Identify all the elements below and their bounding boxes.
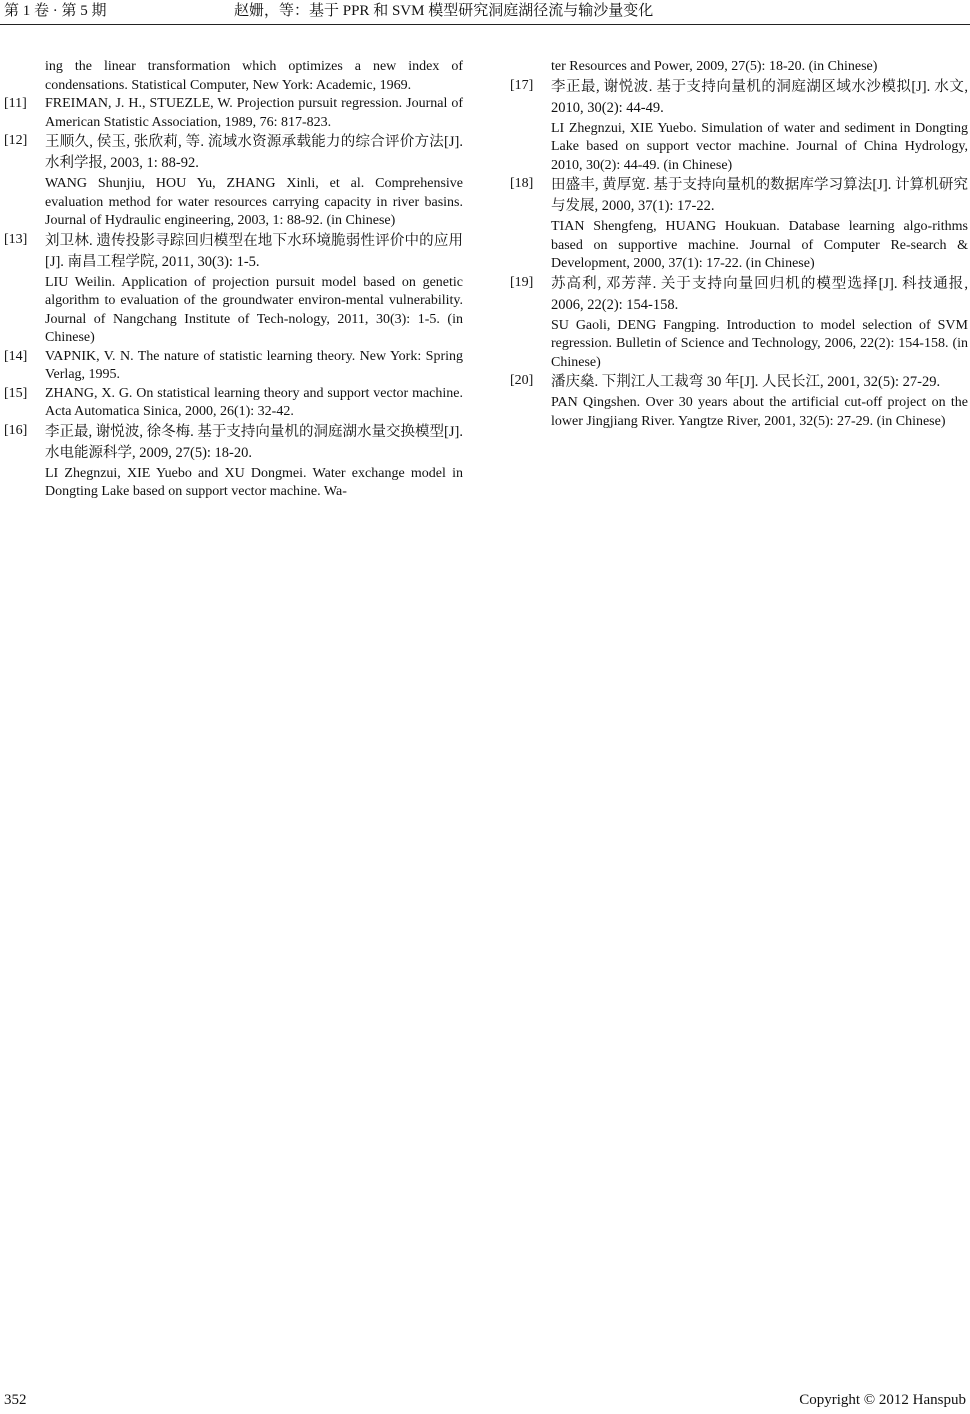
- article-running-title: 赵姗，等：基于 PPR 和 SVM 模型研究洞庭湖径流与输沙量变化: [234, 3, 654, 19]
- reference-text-en: ZHANG, X. G. On statistical learning theory and support vector machine. Acta Automatica Sinica, 2000, 26(1): 32-42.: [45, 385, 463, 419]
- journal-issue: 第 1 卷 · 第 5 期: [4, 3, 107, 19]
- reference-number: [12]: [4, 133, 28, 148]
- reference-text-zh: 潘庆燊. 下荆江人工裁弯 30 年[J]. 人民长江, 2001, 32(5): 27-29.: [551, 374, 941, 390]
- references-left-column: [0, 58, 463, 502]
- reference-number: [17]: [510, 77, 534, 93]
- reference-text-en: WANG Shunjiu, HOU Yu, ZHANG Xinli, et al. Comprehensive evaluation method for water resources carrying capacity in river basins. Journal of Hydraulic engineering, 2003, 1: 88-92. (in Chinese): [45, 176, 463, 228]
- reference-18: [506, 175, 968, 274]
- reference-number: [16]: [4, 422, 28, 438]
- reference-text-en: LIU Weilin. Application of projection pursuit model based on genetic algorithm to evaluation of the groundwater environ-mental vulnerability. Journal of Nangchang Institute of Tech-nology, 2011, 30(3): 1-5. (in Chinese): [45, 274, 463, 345]
- reference-text-zh: 苏高利, 邓芳萍. 关于支持向量回归机的模型选择[J]. 科技通报, 2006, 22(2): 154-158.: [551, 275, 968, 313]
- reference-19: [506, 274, 968, 373]
- reference-17: [506, 77, 968, 176]
- reference-text-en: LI Zhegnzui, XIE Yuebo. Simulation of water and sediment in Dongting Lake based on support vector machine. Journal of China Hydrology, 2010, 30(2): 44-49. (in Chinese): [551, 120, 968, 173]
- reference-number: [14]: [4, 348, 28, 364]
- reference-continuation: [0, 58, 463, 95]
- reference-text-zh: 刘卫林. 遗传投影寻踪回归模型在地下水环境脆弱性评价中的应用[J]. 南昌工程学院, 2011, 30(3): 1-5.: [45, 232, 463, 270]
- references-right-column: [506, 58, 968, 431]
- page-number: 352: [4, 1392, 27, 1408]
- reference-20: [506, 372, 968, 431]
- reference-continuation: [506, 58, 968, 77]
- copyright-notice: Copyright © 2012 Hanspub: [799, 1392, 966, 1408]
- reference-number: [20]: [510, 373, 534, 388]
- reference-text-en: LI Zhegnzui, XIE Yuebo and XU Dongmei. Water exchange model in Dongting Lake based on support vector machine. Wa-: [45, 465, 463, 499]
- reference-text-zh: 李正最, 谢悦波. 基于支持向量机的洞庭湖区域水沙模拟[J]. 水文, 2010, 30(2): 44-49.: [551, 78, 968, 116]
- reference-text-en: VAPNIK, V. N. The nature of statistic learning theory. New York: Spring Verlag, 1995.: [45, 348, 463, 382]
- reference-text: ing the linear transformation which optimizes a new index of condensations. Statistical Computer, New York: Academic, 1969.: [45, 59, 463, 93]
- reference-number: [15]: [4, 385, 28, 401]
- reference-text: ter Resources and Power, 2009, 27(5): 18-20. (in Chinese): [551, 59, 878, 74]
- reference-11: [0, 95, 463, 132]
- reference-15: [0, 385, 463, 422]
- reference-number: [13]: [4, 231, 28, 247]
- reference-number: [19]: [510, 274, 534, 290]
- reference-text-en: TIAN Shengfeng, HUANG Houkuan. Database learning algo-rithms based on supportive machine. Journal of Computer Re-search & Development, 2000, 37(1): 17-22. (in Chinese): [551, 219, 968, 271]
- reference-12: [0, 132, 463, 231]
- reference-16: [0, 422, 463, 502]
- reference-text-en: SU Gaoli, DENG Fangping. Introduction to model selection of SVM regression. Bulletin of Science and Technology, 2006, 22(2): 154-158. (in Chinese): [551, 317, 968, 370]
- reference-13: [0, 231, 463, 348]
- reference-text-zh: 田盛丰, 黄厚宽. 基于支持向量机的数据库学习算法[J]. 计算机研究与发展, 2000, 37(1): 17-22.: [551, 177, 968, 214]
- reference-number: [11]: [4, 96, 27, 111]
- reference-text-zh: 王顺久, 侯玉, 张欣莉, 等. 流域水资源承载能力的综合评价方法[J]. 水利学报, 2003, 1: 88-92.: [45, 134, 463, 171]
- reference-14: [0, 348, 463, 385]
- running-header: [0, 0, 970, 25]
- reference-number: [18]: [510, 176, 534, 191]
- reference-text-zh: 李正最, 谢悦波, 徐冬梅. 基于支持向量机的洞庭湖水量交换模型[J]. 水电能源科学, 2009, 27(5): 18-20.: [45, 423, 463, 461]
- reference-text-en: PAN Qingshen. Over 30 years about the artificial cut-off project on the lower Jingjiang River. Yangtze River, 2001, 32(5): 27-29. (in Chinese): [551, 395, 968, 429]
- reference-text-en: FREIMAN, J. H., STUEZLE, W. Projection pursuit regression. Journal of American Statistic Association, 1989, 76: 817-823.: [45, 96, 463, 130]
